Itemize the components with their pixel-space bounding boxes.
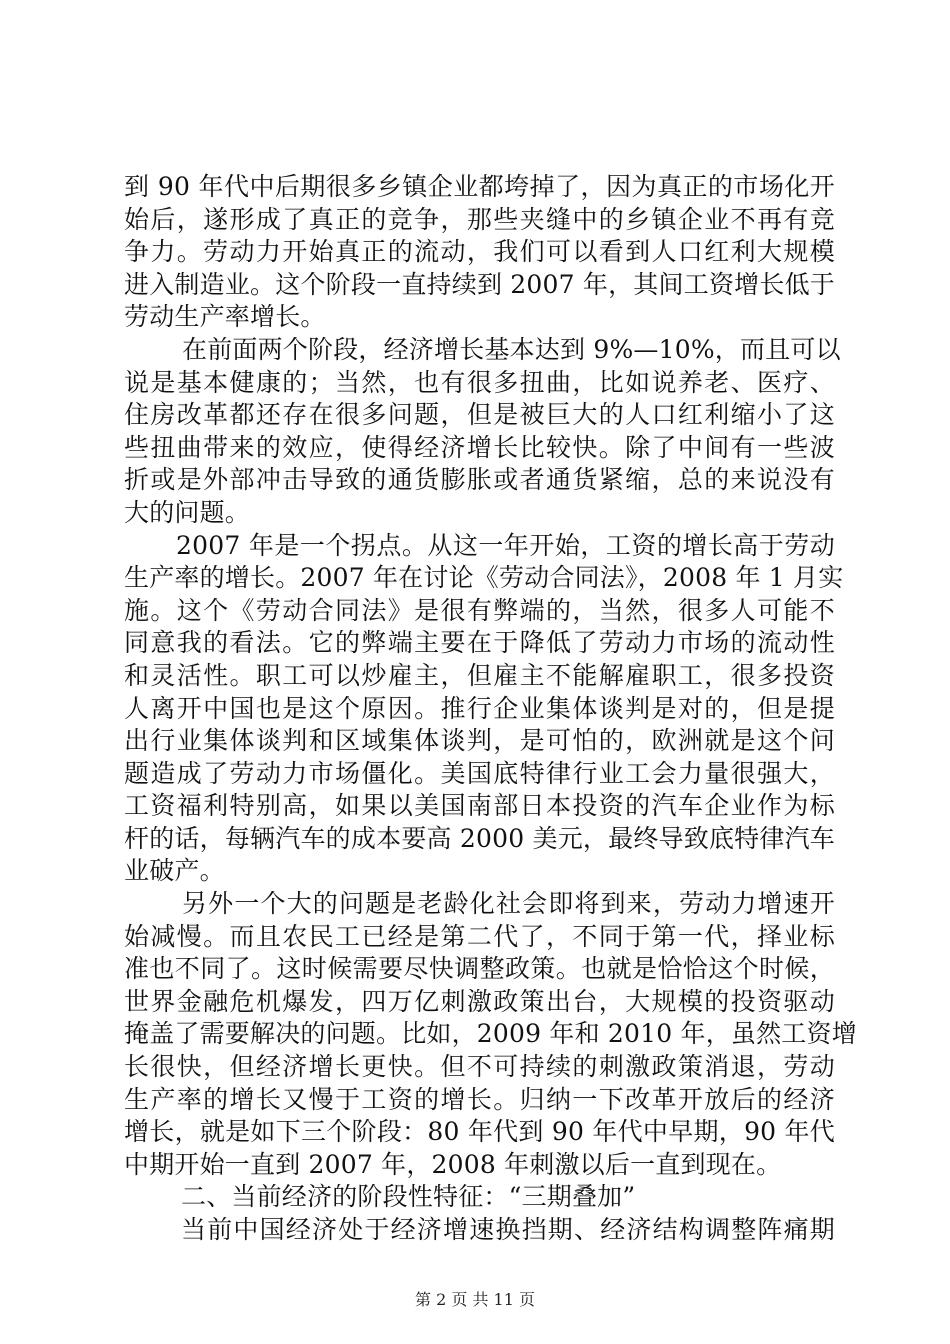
text-line: 2007 年是一个拐点。从这一年开始，工资的增长高于劳动 [176,530,835,560]
text-line: 二、当前经济的阶段性特征：“三期叠加” [181,1182,636,1212]
text-line: 当前中国经济处于经济增速换挡期、经济结构调整阵痛期 [181,1215,835,1244]
text-line: 到 90 年代中后期很多乡镇企业都垮掉了，因为真正的市场化开 [124,172,835,201]
text-line: 生产率的增长又慢于工资的增长。归纳一下改革开放后的经济 [124,1084,835,1114]
text-line: 生产率的增长。2007 年在讨论《劳动合同法》，2008 年 1 月实 [124,563,844,593]
text-line: 增长，就是如下三个阶段：80 年代到 90 年代中早期，90 年代 [124,1117,835,1147]
text-line: 住房改革都还存在很多问题，但是被巨大的人口红利缩小了这 [124,400,835,430]
text-line: 劳动生产率增长。 [124,302,326,332]
text-line: 工资福利特别高，如果以美国南部日本投资的汽车企业作为标 [124,791,835,821]
text-line: 折或是外部冲击导致的通货膨胀或者通货紧缩，总的来说没有 [124,465,835,495]
text-line: 施。这个《劳动合同法》是很有弊端的，当然，很多人可能不 [124,595,835,625]
text-line: 另外一个大的问题是老龄化社会即将到来，劳动力增速开 [182,889,835,919]
text-line: 世界金融危机爆发，四万亿刺激政策出台，大规模的投资驱动 [124,986,835,1016]
text-line: 长很快，但经济增长更快。但不可持续的刺激政策消退，劳动 [124,1052,835,1082]
text-line: 说是基本健康的；当然，也有很多扭曲，比如说养老、医疗、 [124,367,835,397]
text-line: 在前面两个阶段，经济增长基本达到 9%—10%，而且可以 [182,334,841,364]
text-line: 始减慢。而且农民工已经是第二代了，不同于第一代，择业标 [124,921,835,951]
text-line: 进入制造业。这个阶段一直持续到 2007 年，其间工资增长低于 [124,269,835,299]
text-line: 同意我的看法。它的弊端主要在于降低了劳动力市场的流动性 [124,628,835,658]
page-footer: 第 2 页 共 11 页 [415,1290,535,1309]
text-line: 杆的话，每辆汽车的成本要高 2000 美元，最终导致底特律汽车 [124,823,835,853]
text-line: 出行业集体谈判和区域集体谈判，是可怕的，欧洲就是这个问 [124,726,835,756]
text-line: 始后，遂形成了真正的竞争，那些夹缝中的乡镇企业不再有竞 [124,204,835,234]
text-line: 准也不同了。这时候需要尽快调整政策。也就是恰恰这个时候， [124,954,835,984]
text-line: 掩盖了需要解决的问题。比如，2009 年和 2010 年，虽然工资增 [124,1019,857,1049]
text-line: 些扭曲带来的效应，使得经济增长比较快。除了中间有一些波 [124,432,835,462]
text-line: 业破产。 [124,856,225,886]
body-text [124,171,857,1247]
text-line: 人离开中国也是这个原因。推行企业集体谈判是对的，但是提 [124,693,835,723]
text-line: 题造成了劳动力市场僵化。美国底特律行业工会力量很强大， [124,758,835,788]
text-line: 争力。劳动力开始真正的流动，我们可以看到人口红利大规模 [124,237,835,267]
text-line: 中期开始一直到 2007 年，2008 年刺激以后一直到现在。 [124,1149,782,1179]
text-line: 和灵活性。职工可以炒雇主，但雇主不能解雇职工，很多投资 [124,660,835,690]
text-line: 大的问题。 [124,497,251,527]
